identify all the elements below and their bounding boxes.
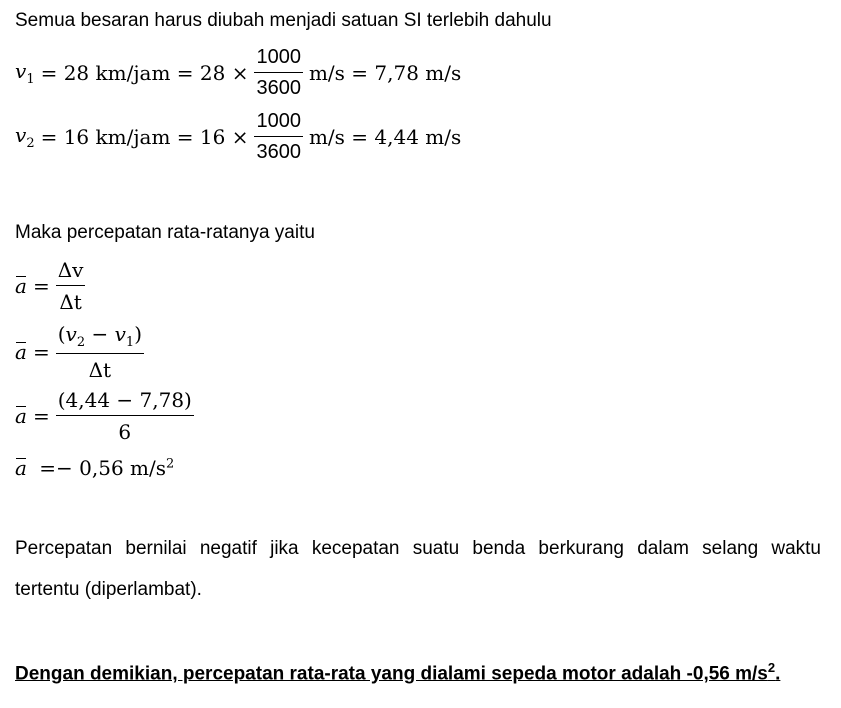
equation-a-definition <box>15 258 91 314</box>
v2-denominator: 3600 <box>256 141 301 163</box>
a-definition-fraction <box>56 258 86 314</box>
v1-denominator: 3600 <box>256 77 301 99</box>
equation-v2 <box>15 110 461 164</box>
v1-result: m/s = 7,78 m/s <box>308 61 462 85</box>
explanation-line-2: tertentu (diperlambat). <box>15 579 202 600</box>
equals-sign: = <box>32 274 50 298</box>
a-bar-symbol: a <box>15 456 27 480</box>
v2-result: m/s = 4,44 m/s <box>308 125 462 149</box>
equation-a-velocities <box>15 322 150 382</box>
numeric-difference: (4,44 − 7,78) <box>56 388 194 416</box>
equation-a-numbers <box>15 388 200 444</box>
delta-t: Δt <box>88 358 112 382</box>
equals-sign: = <box>32 404 50 428</box>
v2-fraction <box>254 110 303 164</box>
velocity-difference: $(v_2 - v_1)$ <box>56 322 144 354</box>
a-result-value: =− 0,56 m/s <box>39 456 167 480</box>
equals-sign: = <box>32 340 50 364</box>
delta-t: Δt <box>59 290 82 314</box>
a-bar-symbol: a <box>15 274 27 298</box>
conclusion-text: Dengan demikian, percepatan rata-rata yang dialami sepeda motor adalah -0,56 $m/s^2$. <box>15 660 781 685</box>
v1-numerator: 1000 <box>254 46 303 73</box>
delta-v: Δv <box>56 258 86 286</box>
a-bar-symbol: a <box>15 340 27 364</box>
v1-fraction <box>254 46 303 100</box>
maka-text: Maka percepatan rata-ratanya yaitu <box>15 222 315 243</box>
v2-numerator: 1000 <box>254 110 303 137</box>
equation-v1 <box>15 46 461 100</box>
intro-text: Semua besaran harus diubah menjadi satuan SI terlebih dahulu <box>15 10 552 31</box>
a-numbers-fraction <box>56 388 194 444</box>
explanation-line-1: Percepatan bernilai negatif jika kecepatan suatu benda berkurang dalam selang waktu <box>15 538 821 559</box>
a-bar-symbol: a <box>15 404 27 428</box>
v2-symbol: $v_2$ <box>15 123 35 151</box>
v2-conversion: = 16 km/jam = 16 × <box>40 125 249 149</box>
time-interval: 6 <box>118 420 132 444</box>
v1-conversion: = 28 km/jam = 28 × <box>40 61 249 85</box>
a-velocities-fraction <box>56 322 144 382</box>
v1-symbol: $v_1$ <box>15 59 35 87</box>
equation-a-result <box>15 456 174 480</box>
a-result-exponent: 2 <box>166 456 175 472</box>
